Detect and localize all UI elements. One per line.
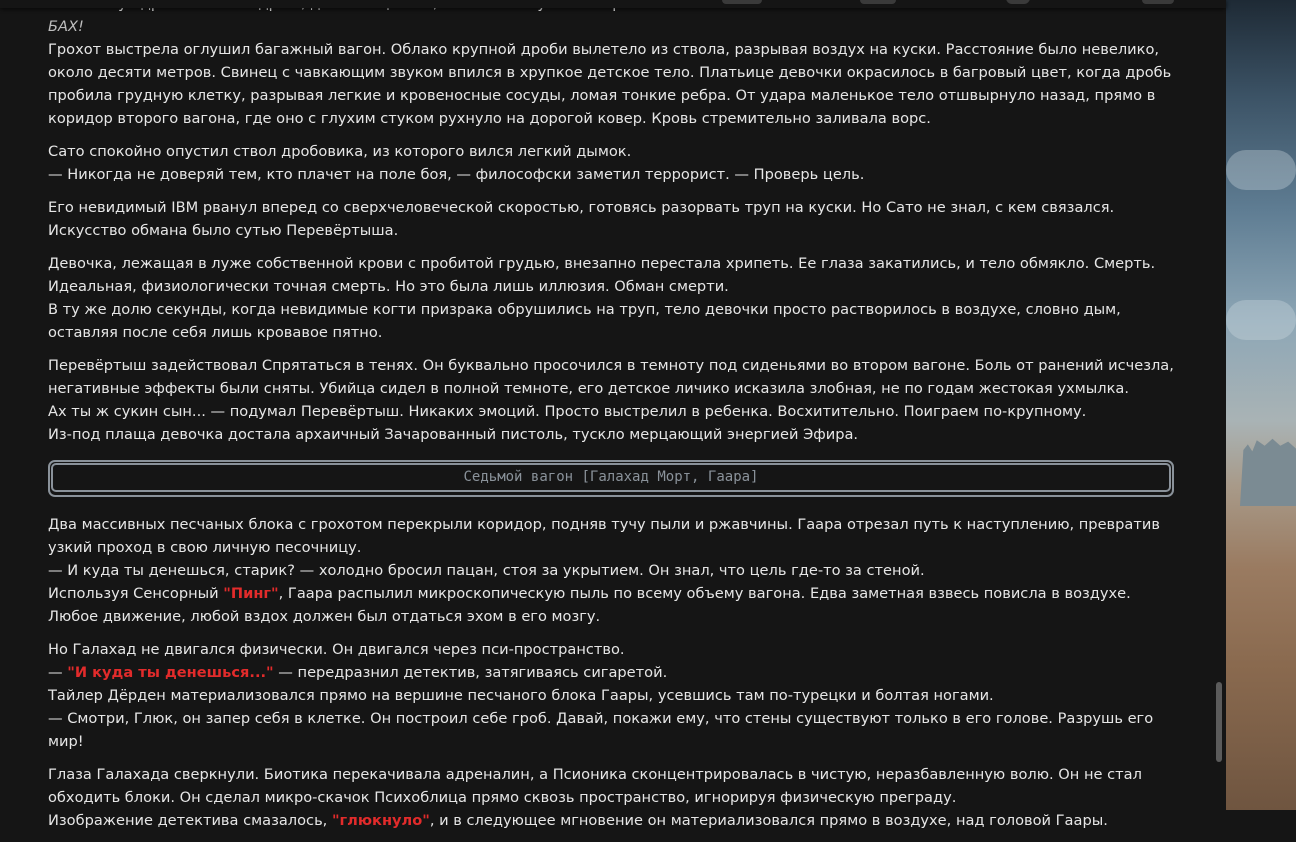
paragraph-line: Глаза Галахада сверкнули. Биотика перекачивала адреналин, а Псионика сконцентрировалась в чистую, неразбавленную волю. Он не стал обходить блоки. Он сделал микро-скачок Психоблица прямо сквозь пространство, игнорируя физическую преграду. (48, 766, 1142, 806)
toolbar-icon[interactable] (860, 0, 896, 4)
highlighted-term: "Пинг" (223, 585, 279, 602)
paragraph-line: Сато спокойно опустил ствол дробовика, из которого вился легкий дымок. (48, 143, 632, 160)
text-segment: — (48, 664, 68, 681)
paragraph-line: Из-под плаща девочка достала архаичный Зачарованный пистоль, тускло мерцающий энергией Эфира. (48, 426, 859, 443)
mesa-shape (1240, 436, 1296, 506)
toolbar-icon[interactable] (722, 0, 762, 4)
highlighted-term: "И куда ты денешься..." (67, 664, 274, 681)
text-segment: , Гаара распылил микроскопическую пыль по всему объему вагона. Едва заметная взвесь повисла в воздухе. Любое движение, любой вздох должен был отдаться эхом в его мозгу. (48, 585, 1131, 625)
chapter-header-box (48, 460, 1174, 497)
paragraph-line (48, 582, 1178, 628)
text-segment: , и в следующее мгновение он материализовался прямо в воздухе, над головой Гаары. (429, 812, 1108, 829)
dialogue-line: — Смотри, Глюк, он запер себя в клетке. Он построил себе гроб. Давай, покажи ему, что стены существуют только в его голове. Разрушь его мир! (48, 710, 1154, 750)
scrollbar-thumb[interactable] (1216, 682, 1222, 762)
text-segment: Изображение детектива смазалось, (48, 812, 332, 829)
paragraph-line: Но Галахад не двигался физически. Он двигался через пси-пространство. (48, 641, 625, 658)
chapter-text (48, 0, 1178, 842)
paragraph-line: Ах ты ж сукин сын... — подумал Перевёртыш. Никаких эмоций. Просто выстрелил в ребенка. Восхитительно. Поиграем по-крупному. (48, 403, 1087, 420)
highlighted-term: "глюкнуло" (331, 812, 430, 829)
paragraph-line: Перевёртыш задействовал Спрятаться в тенях. Он буквально просочился в темноту под сиденьями во втором вагоне. Боль от ранений исчезла, негативные эффекты были сняты. Убийца сидел в полной темноте, его детское личико исказила злобная, не по годам жестокая ухмылка. (48, 357, 1174, 397)
top-toolbar (0, 0, 1226, 8)
vertical-scrollbar[interactable] (1212, 0, 1226, 810)
toolbar-icon[interactable] (1006, 0, 1030, 4)
cloud-shape (1226, 150, 1296, 190)
sound-effect: БАХ! (48, 18, 84, 35)
paragraph: Грохот выстрела оглушил багажный вагон. Облако крупной дроби вылетело из ствола, разрывая воздух на куски. Расстояние было невелико, около десяти метров. Свинец с чавкающим звуком впился в хрупкое детское тело. Платьице девочки окрасилось в багровый цвет, когда дробь пробила грудную клетку, разрывая легкие и кровеносные сосуды, ломая тонкие ребра. От удара маленькое тело отшвырнуло назад, прямо в коридор второго вагона, где оно с глухим стуком рухнуло на дорогой ковер. Кровь стремительно заливала ворс. (48, 41, 1172, 127)
dialogue-line: — Никогда не доверяй тем, кто плачет на поле боя, — философски заметил террорист. — Проверь цель. (48, 166, 865, 183)
paragraph-line: Два массивных песчаных блока с грохотом перекрыли коридор, подняв тучу пыли и ржавчины. Гаара отрезал путь к наступлению, превратив узкий проход в свою личную песочницу. (48, 516, 1160, 556)
background-scenery (1226, 0, 1296, 810)
text-segment: Используя Сенсорный (48, 585, 224, 602)
paragraph: Его невидимый IBM рванул вперед со сверхчеловеческой скоростью, готовясь разорвать труп на куски. Но Сато не знал, с кем связался. Искусство обмана было сутью Перевёртыша. (48, 199, 1115, 239)
toolbar-icon[interactable] (1142, 0, 1174, 4)
paragraph-line (48, 809, 1178, 832)
dialogue-line (48, 661, 1178, 684)
paragraph-line: Тайлер Дёрден материализовался прямо на вершине песчаного блока Гаары, усевшись там по-турецки и болтая ногами. (48, 687, 994, 704)
chapter-header: Седьмой вагон [Галахад Морт, Гаара] (51, 463, 1171, 492)
text-segment: — передразнил детектив, затягиваясь сигаретой. (273, 664, 668, 681)
paragraph-line: В ту же долю секунды, когда невидимые когти призрака обрушились на труп, тело девочки просто растворилось в воздухе, словно дым, оставляя после себя лишь кровавое пятно. (48, 301, 1121, 341)
paragraph-line: Девочка, лежащая в луже собственной крови с пробитой грудью, внезапно перестала хрипеть. Ее глаза закатились, и тело обмякло. Смерть. (48, 255, 1156, 272)
dialogue-line: — И куда ты денешься, старик? — холодно бросил пацан, стоя за укрытием. Он знал, что цель где-то за стеной. (48, 562, 925, 579)
cloud-shape (1226, 300, 1296, 340)
paragraph-line: Идеальная, физиологически точная смерть. Но это была лишь иллюзия. Обман смерти. (48, 278, 729, 295)
